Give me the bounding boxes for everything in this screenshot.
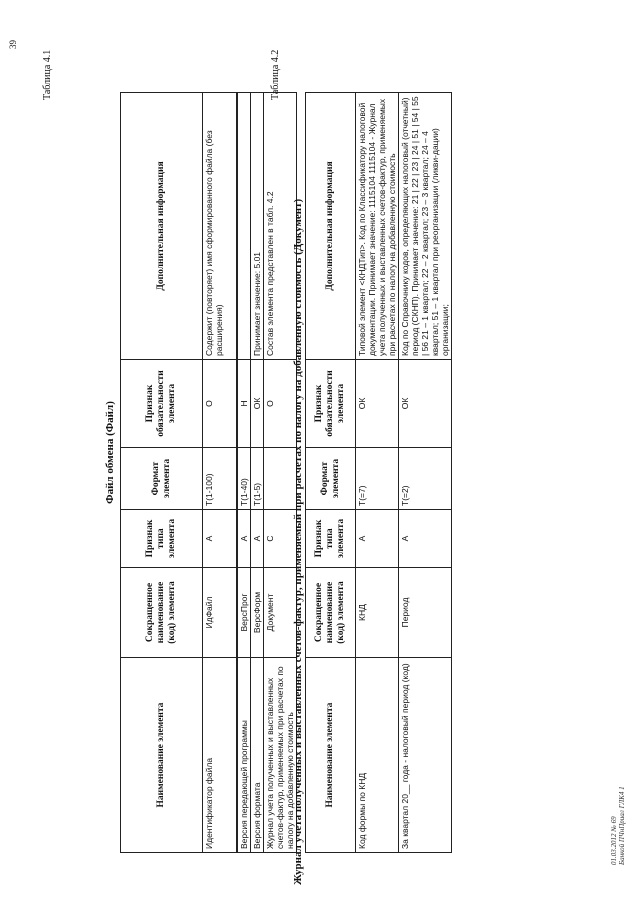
stamp-line-1: 01.03.2012 № 69 [610, 816, 618, 865]
cell-required: О [263, 360, 296, 448]
cell-required: Н [237, 360, 251, 448]
table-row [356, 93, 399, 853]
cell-type: А [237, 510, 251, 568]
registration-stamp [610, 786, 626, 865]
table1-title: Файл обмена (Файл) [104, 401, 116, 504]
cell-format: T(1-5) [250, 448, 263, 510]
table2 [305, 92, 452, 853]
header-short-name: Сокращенное наименование (код) элемента [121, 568, 203, 658]
cell-code: ИдФайл [203, 568, 237, 658]
header-required: Признак обязательности элемента [306, 360, 356, 448]
page-number: 39 [8, 40, 18, 49]
cell-info: Типовой элемент <КНДТип>. Код по Классификатору налоговой документации. Принимает значение: 1115104 1115104 - Журнал учета полученных и выставленных счетов-фактур, применяемых при расчетах по налогу на добавленную стоимость [356, 93, 399, 360]
header-format: Формат элемента [306, 448, 356, 510]
cell-required: ОК [399, 360, 452, 448]
cell-format: T(1-40) [237, 448, 251, 510]
cell-type: А [250, 510, 263, 568]
table2-title: Журнал учета полученных и выставленных счетов-фактур, применяемый при расчетах по налогу на добавленную стоимость (Документ) [292, 198, 304, 885]
cell-name: Версия передающей программы [237, 658, 251, 853]
header-info: Дополнительная информация [121, 93, 203, 360]
table-row [250, 93, 263, 853]
cell-name: Журнал учета полученных и выставленных счетов-фактур, применяемых при расчетах по налогу на добавленную стоимость [263, 658, 296, 853]
stamp-line-2: Банкой ПЧнПриал ГЛК4 1 [618, 786, 626, 865]
cell-name: Версия формата [250, 658, 263, 853]
cell-code: ВерсПрог [237, 568, 251, 658]
table1-label: Таблица 4.1 [42, 49, 53, 100]
cell-required: О [203, 360, 237, 448]
header-format: Формат элемента [121, 448, 203, 510]
cell-type: А [356, 510, 399, 568]
cell-info: Содержит (повторяет) имя сформированного файла (без расширения) [203, 93, 237, 360]
cell-code: ВерсФорм [250, 568, 263, 658]
cell-required: ОК [356, 360, 399, 448]
cell-type: С [263, 510, 296, 568]
cell-format: T(=7) [356, 448, 399, 510]
table1-header-row [121, 93, 203, 853]
table2-label: Таблица 4.2 [270, 49, 281, 100]
table-row [237, 93, 251, 853]
header-info: Дополнительная информация [306, 93, 356, 360]
cell-code: Документ [263, 568, 296, 658]
cell-info: Код по Справочнику кодов, определяющих налоговый (отчетный) период (СКНП). Принимает значение: 21 | 22 | 23 | 24 | 51 | 54 | 55 | 56 21 – 1 квартал; 22 – 2 квартал; 23 – 3 квартал; 24 – 4 квартал; 51 – 1 квартал при реорганизации (ликви-дации) организации; [399, 93, 452, 360]
cell-name: Идентификатор файла [203, 658, 237, 853]
cell-name: За квартал 20__ года - налоговый период (код) [399, 658, 452, 853]
cell-format: T(1-100) [203, 448, 237, 510]
cell-info [237, 93, 251, 360]
cell-required: ОК [250, 360, 263, 448]
table1 [120, 92, 297, 853]
table-row [203, 93, 237, 853]
cell-type: А [399, 510, 452, 568]
header-type: Признак типа элемента [306, 510, 356, 568]
header-name: Наименование элемента [121, 658, 203, 853]
header-required: Признак обязательности элемента [121, 360, 203, 448]
table2-header-row [306, 93, 356, 853]
cell-code: КНД [356, 568, 399, 658]
header-name: Наименование элемента [306, 658, 356, 853]
header-short-name: Сокращенное наименование (код) элемента [306, 568, 356, 658]
cell-code: Период [399, 568, 452, 658]
header-type: Признак типа элемента [121, 510, 203, 568]
cell-type: А [203, 510, 237, 568]
cell-info: Принимает значение: 5.01 [250, 93, 263, 360]
cell-format: T(=2) [399, 448, 452, 510]
cell-info: Состав элемента представлен в табл. 4.2 [263, 93, 296, 360]
table-row [399, 93, 452, 853]
cell-name: Код формы по КНД [356, 658, 399, 853]
